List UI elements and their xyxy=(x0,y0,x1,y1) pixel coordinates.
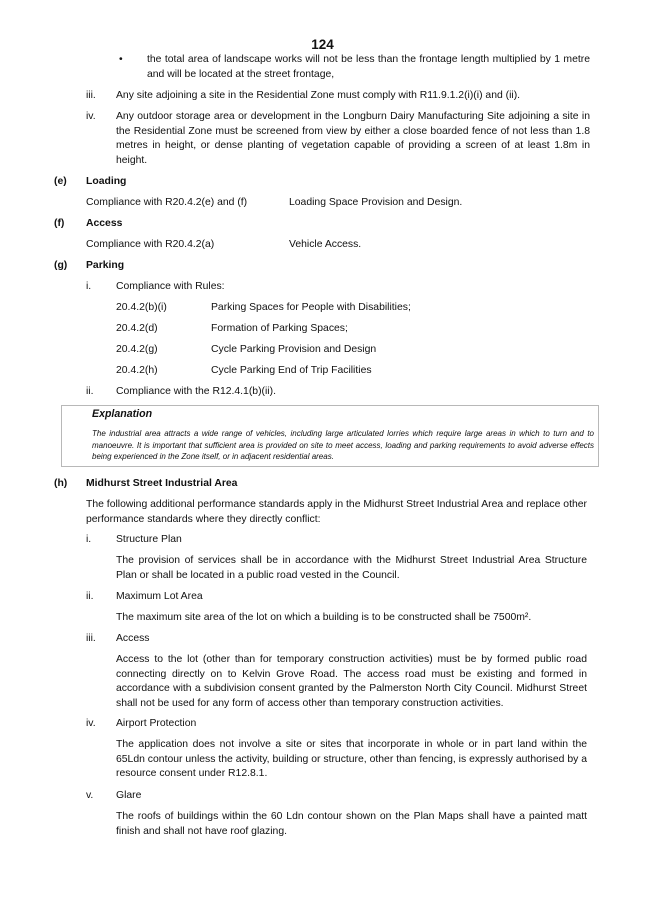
item-text: Compliance with the R12.4.1(b)(ii). xyxy=(116,386,276,397)
bullet-text: the total area of landscape works will not be less than the frontage length multiplied by 1 metre and will be located at the street frontage, xyxy=(147,54,590,80)
item-title: Glare xyxy=(116,790,142,801)
item-title: Airport Protection xyxy=(116,718,197,729)
item-number: iii. xyxy=(86,633,96,644)
section-heading-loading: Loading xyxy=(86,176,127,187)
section-letter: (e) xyxy=(54,176,67,187)
item-text: Any outdoor storage area or development in the Longburn Dairy Manufacturing Site adjoining a site in the Residential Zone must be screened from view by either a close boarded fence of not less than 1.8 metres in height, or dense planting of vegetation capable of providing a screen of at least 1.8m in height. xyxy=(116,111,590,166)
item-text: Access to the lot (other than for temporary construction activities) must be by formed public road connecting directly on to Kelvin Grove Road. The access road must be existing and formed in accordance with a subdivision consent granted by the Palmerston North City Council. Midhurst Street shall not be used for any form of access other than temporary construction activities. xyxy=(116,654,587,709)
item-number: ii. xyxy=(86,386,94,397)
section-heading-parking: Parking xyxy=(86,260,125,271)
item-title: Access xyxy=(116,633,150,644)
rule-ref: 20.4.2(d) xyxy=(116,323,158,334)
item-text: The maximum site area of the lot on which a building is to be constructed shall be 7500m². xyxy=(116,612,532,623)
item-number: ii. xyxy=(86,591,94,602)
item-text: The roofs of buildings within the 60 Ldn contour shown on the Plan Maps shall have a painted matt finish and shall not have roof glazing. xyxy=(116,811,587,837)
section-intro: The following additional performance standards apply in the Midhurst Street Industrial Area and replace other performance standards where they directly conflict: xyxy=(86,499,587,525)
item-title: Structure Plan xyxy=(116,534,182,545)
bullet-icon: • xyxy=(119,54,123,65)
item-text: The application does not involve a site or sites that incorporate in whole or in part land within the 65Ldn contour unless the activity, building or structure, other than fencing, is expressly authorised by a resource consent under R12.8.1. xyxy=(116,739,587,779)
explanation-box xyxy=(61,405,599,467)
rule-desc: Cycle Parking End of Trip Facilities xyxy=(211,365,372,376)
item-number: iii. xyxy=(86,90,96,101)
explanation-title: Explanation xyxy=(92,408,153,420)
compliance-desc: Vehicle Access. xyxy=(289,239,362,250)
section-letter: (h) xyxy=(54,478,68,489)
compliance-rule: Compliance with R20.4.2(e) and (f) xyxy=(86,197,248,208)
item-title: Maximum Lot Area xyxy=(116,591,203,602)
explanation-text: The industrial area attracts a wide range of vehicles, including large articulated lorries which require large areas in which to turn and to manoeuvre. It is important that sufficient area is provided on site to meet access, loading and parking requirements to avoid adverse effects being experienced in the Zone itself, or in adjacent residential areas. xyxy=(92,429,594,462)
page-number: 124 xyxy=(311,37,334,52)
item-text: Compliance with Rules: xyxy=(116,281,225,292)
rule-ref: 20.4.2(g) xyxy=(116,344,158,355)
section-heading-midhurst: Midhurst Street Industrial Area xyxy=(86,478,238,489)
rule-desc: Parking Spaces for People with Disabilities; xyxy=(211,302,411,313)
item-number: v. xyxy=(86,790,94,801)
item-number: iv. xyxy=(86,718,96,729)
item-number: i. xyxy=(86,534,92,545)
section-letter: (f) xyxy=(54,218,65,229)
rule-desc: Cycle Parking Provision and Design xyxy=(211,344,377,355)
item-text: The provision of services shall be in accordance with the Midhurst Street Industrial Area Structure Plan or shall be located in a public road vested in the Council. xyxy=(116,555,587,581)
rule-ref: 20.4.2(h) xyxy=(116,365,158,376)
item-text: Any site adjoining a site in the Residential Zone must comply with R11.9.1.2(i)(i) and (ii). xyxy=(116,90,521,101)
item-number: i. xyxy=(86,281,92,292)
rule-ref: 20.4.2(b)(i) xyxy=(116,302,167,313)
rule-desc: Formation of Parking Spaces; xyxy=(211,323,348,334)
compliance-rule: Compliance with R20.4.2(a) xyxy=(86,239,215,250)
item-number: iv. xyxy=(86,111,96,122)
compliance-desc: Loading Space Provision and Design. xyxy=(289,197,463,208)
section-letter: (g) xyxy=(54,260,68,271)
section-heading-access: Access xyxy=(86,218,123,229)
